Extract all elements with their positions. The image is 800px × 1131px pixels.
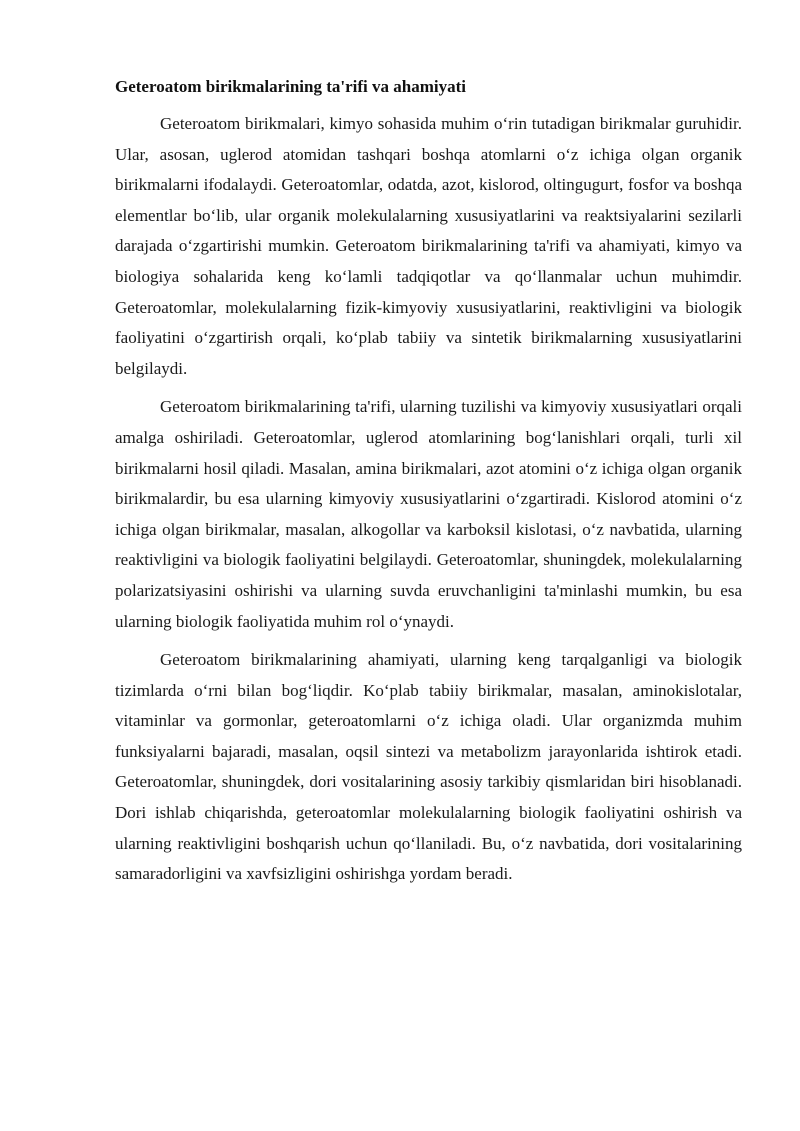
paragraph-significance: Geteroatom birikmalarining ahamiyati, ularning keng tarqalganligi va biologik tizimlarda o‘rni bilan bog‘liqdir. Ko‘plab tabiiy birikmalar, masalan, aminokislotalar, vitaminlar va gormonlar, geteroatomlarni o‘z ichiga oladi. Ular organizmda muhim funksiyalarni bajaradi, masalan, oqsil sintezi va metabolizm jarayonlarida ishtirok etadi. Geteroatomlar, shuningdek, dori vositalarining asosiy tarkibiy qismlaridan biri hisoblanadi. Dori ishlab chiqarishda, geteroatomlar molekulalarning biologik faoliyatini oshirish va ularning reaktivligini boshqarish uchun qo‘llaniladi. Bu, o‘z navbatida, dori vositalarining samaradorligini va xavfsizligini oshirishga yordam beradi. (115, 650, 742, 884)
document-title: Geteroatom birikmalarining ta'rifi va ahamiyati (115, 77, 466, 96)
paragraph-definition-intro: Geteroatom birikmalari, kimyo sohasida muhim o‘rin tutadigan birikmalar guruhidir. Ular, asosan, uglerod atomidan tashqari boshqa atomlarni o‘z ichiga olgan organik birikmalarni ifodalaydi. Geteroatomlar, odatda, azot, kislorod, oltingugurt, fosfor va boshqa elementlar bo‘lib, ular organik molekulalarning xususiyatlarini va reaktsiyalarini sezilarli darajada o‘zgartirishi mumkin. Geteroatom birikmalarining ta'rifi va ahamiyati, kimyo va biologiya sohalarida keng ko‘lamli tadqiqotlar va qo‘llanmalar uchun muhimdir. Geteroatomlar, molekulalarning fizik-kimyoviy xususiyatlarini, reaktivligini va biologik faoliyatini o‘zgartirish orqali, ko‘plab tabiiy va sintetik birikmalarning xususiyatlarini belgilaydi. (115, 114, 742, 378)
document-body (115, 72, 742, 898)
paragraph-structure-properties: Geteroatom birikmalarining ta'rifi, ularning tuzilishi va kimyoviy xususiyatlari orqali amalga oshiriladi. Geteroatomlar, uglerod atomlarining bog‘lanishlari orqali, turli xil birikmalarni hosil qiladi. Masalan, amina birikmalari, azot atomini o‘z ichiga olgan organik birikmalardir, bu esa ularning kimyoviy xususiyatlarini o‘zgartiradi. Kislorod atomini o‘z ichiga olgan birikmalar, masalan, alkogollar va karboksil kislotasi, o‘z navbatida, ularning reaktivligini va biologik faoliyatini belgilaydi. Geteroatomlar, shuningdek, molekulalarning polarizatsiyasini oshirishi va ularning suvda eruvchanligini ta'minlashi mumkin, bu esa ularning biologik faoliyatida muhim rol o‘ynaydi. (115, 397, 742, 631)
